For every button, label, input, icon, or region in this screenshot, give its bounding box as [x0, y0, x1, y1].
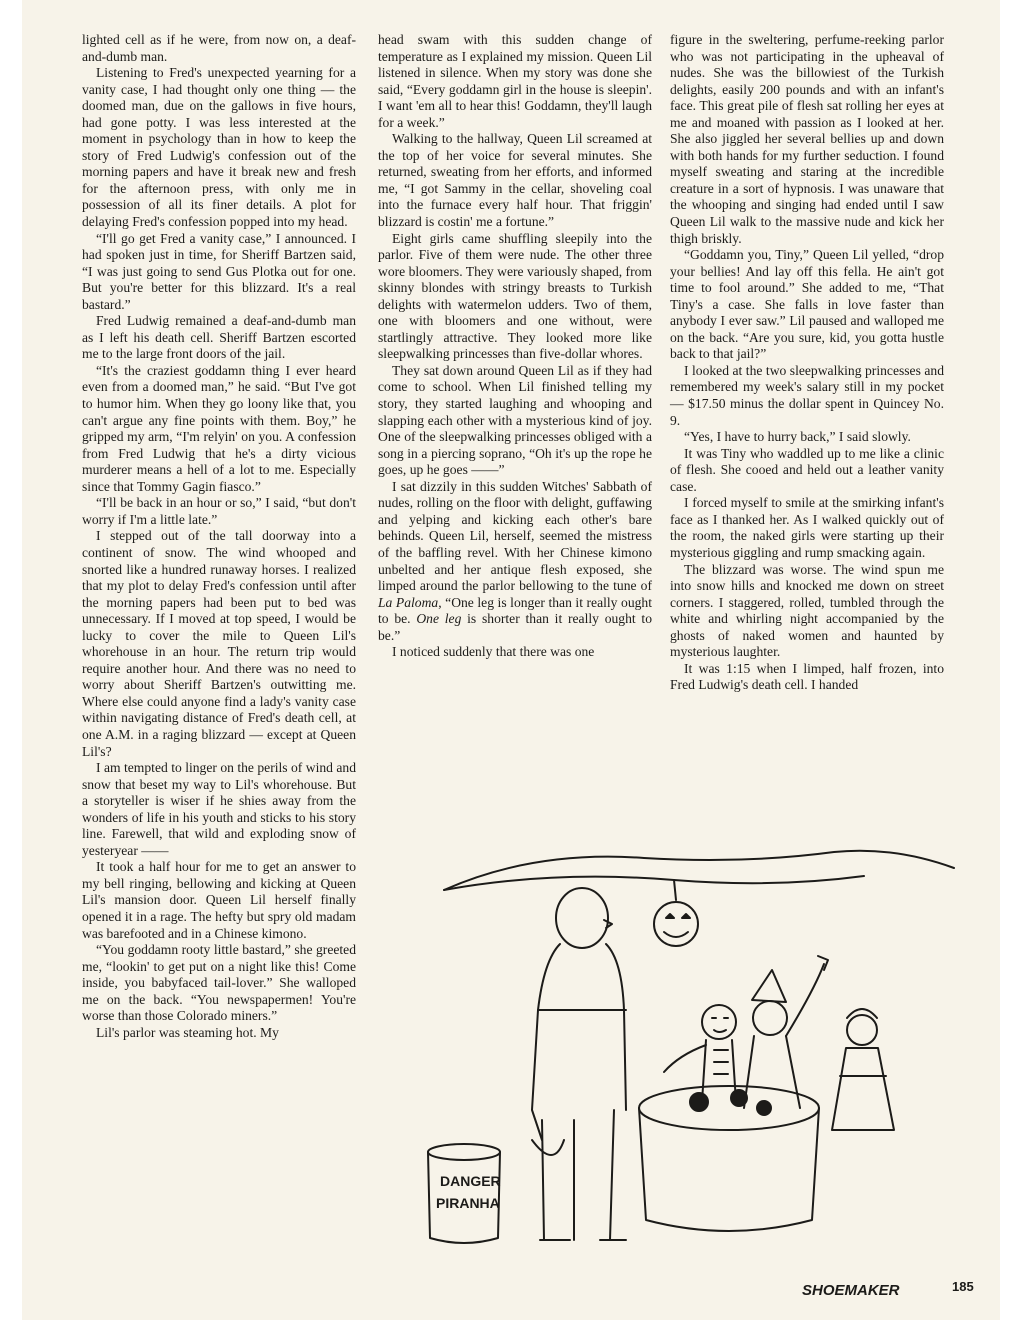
paragraph: It took a half hour for me to get an answer to my bell ringing, bellowing and kicking at Queen Lil's mansion door. Queen Lil herself finally opened it in a rage. The hefty but spry old madam was barefooted and in a Chinese kimono. — [82, 859, 356, 941]
paragraph: I looked at the two sleepwalking princesses and remembered my week's salary still in my pocket — $17.50 minus the dollar spent in Quincey No. 9. — [670, 362, 944, 428]
paragraph: “Yes, I have to hurry back,” I said slowly. — [684, 429, 911, 445]
page-number: 185 — [952, 1279, 974, 1294]
clown-costume-guest — [744, 956, 828, 1108]
jack-o-lantern-decoration — [654, 902, 698, 946]
washtub — [639, 1086, 819, 1231]
paragraph: I stepped out of the tall doorway into a continent of snow. The wind whooped and snorted like a hundred runaway horses. I realized that my plot to delay Fred's confession until after the morning papers had been put to bed was unnecessary. If I moved at top speed, I would be lucky to cover the mile to Queen Lil's whorehouse in an hour. The return trip would require another hour. And there was no need to worry about Sheriff Bartzen's outwitting me. Where else could anyone find a lady's vanity case within navigating distance of Fred's death cell, at one A.M. in a raging blizzard — except at Queen Lil's? — [82, 528, 356, 759]
text-column-1 — [82, 32, 356, 1041]
paragraph: Eight girls came shuffling sleepily into the parlor. Five of them were nude. The other three wore bloomers. They were variously shaped, from skinny blondes with stringy breasts to Turkish delights with watermelon udders. Two of them, one with bloomers and one without, were startlingly attractive. They looked more like sleepwalking princesses than five-dollar whores. — [378, 230, 652, 362]
text-column-2 — [378, 32, 652, 661]
paragraph: They sat down around Queen Lil as if they had come to school. When Lil finished telling my story, they started laughing and whooping and slapping each other with a mysterious kind of joy. One of the sleepwalking princesses obliged with a song in a piercing soprano, “Oh it's up the rope he goes, up he goes ——” — [378, 362, 652, 478]
cartoon-illustration — [414, 840, 962, 1250]
magazine-page — [22, 0, 1000, 1320]
paragraph: “I'll be back in an hour or so,” I said, “but don't worry if I'm a little late.” — [82, 495, 356, 527]
paragraph: figure in the sweltering, perfume-reeking parlor who was not participating in the upheaval of nudes. She was the billowiest of the Turkish delights, easily 200 pounds and with an infant's face. This great pile of flesh sat rolling her eyes at me and moaned with passion as I looked at her. She also jiggled her several bellies up and down with both hands for my further seduction. I found myself sweating and staring at the incredible creature in a sort of hypnosis. I was unaware that the whooping and singing had ended until I saw Queen Lil walk to the massive nude and kick her thigh briskly. — [670, 32, 944, 246]
paragraph: It was 1:15 when I limped, half frozen, into Fred Ludwig's death cell. I handed — [670, 660, 944, 693]
signature-text: SHOEMAKER — [802, 1282, 900, 1299]
paragraph: Lil's parlor was steaming hot. My — [96, 1024, 279, 1040]
piranha-pail — [428, 1144, 501, 1243]
man-figure — [532, 888, 626, 1240]
paragraph: “It's the craziest goddamn thing I ever heard even from a doomed man,” he said. “But I've got to humor him. When they go loony like that, you can't argue any fine points with them. Boy,” he gripped my arm, “I'm relyin' on you. A confession from Fred Ludwig that he's a dirty vicious murderer means a hell of a lot to me. Especially since that Tommy Gagin fiasco.” — [82, 362, 356, 494]
signature-mark — [802, 1278, 952, 1300]
pail-label-line1: DANGER — [440, 1173, 501, 1189]
paragraph: Listening to Fred's unexpected yearning for a vanity case, I had thought only one thing — the doomed man, due on the gallows in five hours, had gone potty. I was less interested at the moment in psychology than in how to keep the story of Fred Ludwig's confession out of the morning papers and have it break new and fresh for the afternoon press, with only me in possession of all its finer details. A plot for delaying Fred's confession popped into my head. — [82, 65, 356, 230]
paragraph: I am tempted to linger on the perils of wind and snow that beset my way to Lil's whorehouse. But a storyteller is wiser if he shies away from the wonders of life in his youth and sticks to his story line. Farewell, that wild and exploding snow of yesteryear —— — [82, 760, 356, 858]
paragraph: “I'll go get Fred a vanity case,” I announced. I had spoken just in time, for Sheriff Bartzen said, “I was just going to send Gus Plotka out for one. But you're better for this blizzard. It's a real bastard.” — [82, 230, 356, 312]
paragraph: head swam with this sudden change of temperature as I explained my mission. Queen Lil listened in silence. When my story was done she said, “Every goddamn girl in the house is sleepin'. I want 'em all to hear this! Goddamn, they'll laugh for a week.” — [378, 32, 652, 130]
illustrator-signature — [802, 1278, 952, 1300]
pail-label-line2: PIRANHA — [436, 1195, 500, 1211]
paragraph: “Goddamn you, Tiny,” Queen Lil yelled, “drop your bellies! And lay off this fella. He ain't got time to fool around.” She added to me, “That Tiny's a case. She falls in love faster than anybody I ever saw.” Lil paused and walloped me on the back. “Are you sure, kid, you gotta hustle back to that jail?” — [670, 247, 944, 362]
paragraph: Fred Ludwig remained a deaf-and-dumb man as I left his death cell. Sheriff Bartzen escorted me to the large front doors of the jail. — [82, 313, 356, 362]
paragraph: “You goddamn rooty little bastard,” she greeted me, “lookin' to get put on a night like this! Come inside, you babyfaced tail-lover.” She walloped me on the back. “You newspapermen! You're worse than those Colorado miners.” — [82, 942, 356, 1024]
paragraph: lighted cell as if he were, from now on, a deaf-and-dumb man. — [82, 32, 356, 64]
text-column-3 — [670, 32, 944, 694]
paragraph: It was Tiny who waddled up to me like a clinic of flesh. She cooed and held out a leather vanity case. — [670, 445, 944, 494]
paragraph: Walking to the hallway, Queen Lil screamed at the top of her voice for several minutes. She returned, sweating from her efforts, and informed me, “I got Sammy in the cellar, shoveling coal into the furnace every half hour. That friggin' blizzard is costin' me a fortune.” — [378, 131, 652, 230]
paragraph: I forced myself to smile at the smirking infant's face as I thanked her. As I walked quickly out of the room, the naked girls were starting up their mysterious giggling and rump smacking again. — [670, 495, 944, 560]
party-streamers — [444, 851, 954, 900]
woman-guest — [832, 1009, 894, 1130]
paragraph: I noticed suddenly that there was one — [392, 644, 595, 660]
paragraph: The blizzard was worse. The wind spun me into snow hills and knocked me down on street corners. I staggered, rolled, tumbled through the white and whirling night accompanied by the ghosts of naked women and haunted by mysterious laughter. — [670, 561, 944, 660]
paragraph: I sat dizzily in this sudden Witches' Sabbath of nudes, rolling on the floor with delight, guffawing and yelping and kicking each other's bare behinds. Queen Lil, herself, seemed the mistress of the baffling revel. With her Chinese kimono unbelted and her antique flesh exposed, she limped around the parlor bellowing to the tune of La Paloma, “One leg is longer than it really ought to be. One leg is shorter than it really ought to be.” — [378, 478, 653, 643]
